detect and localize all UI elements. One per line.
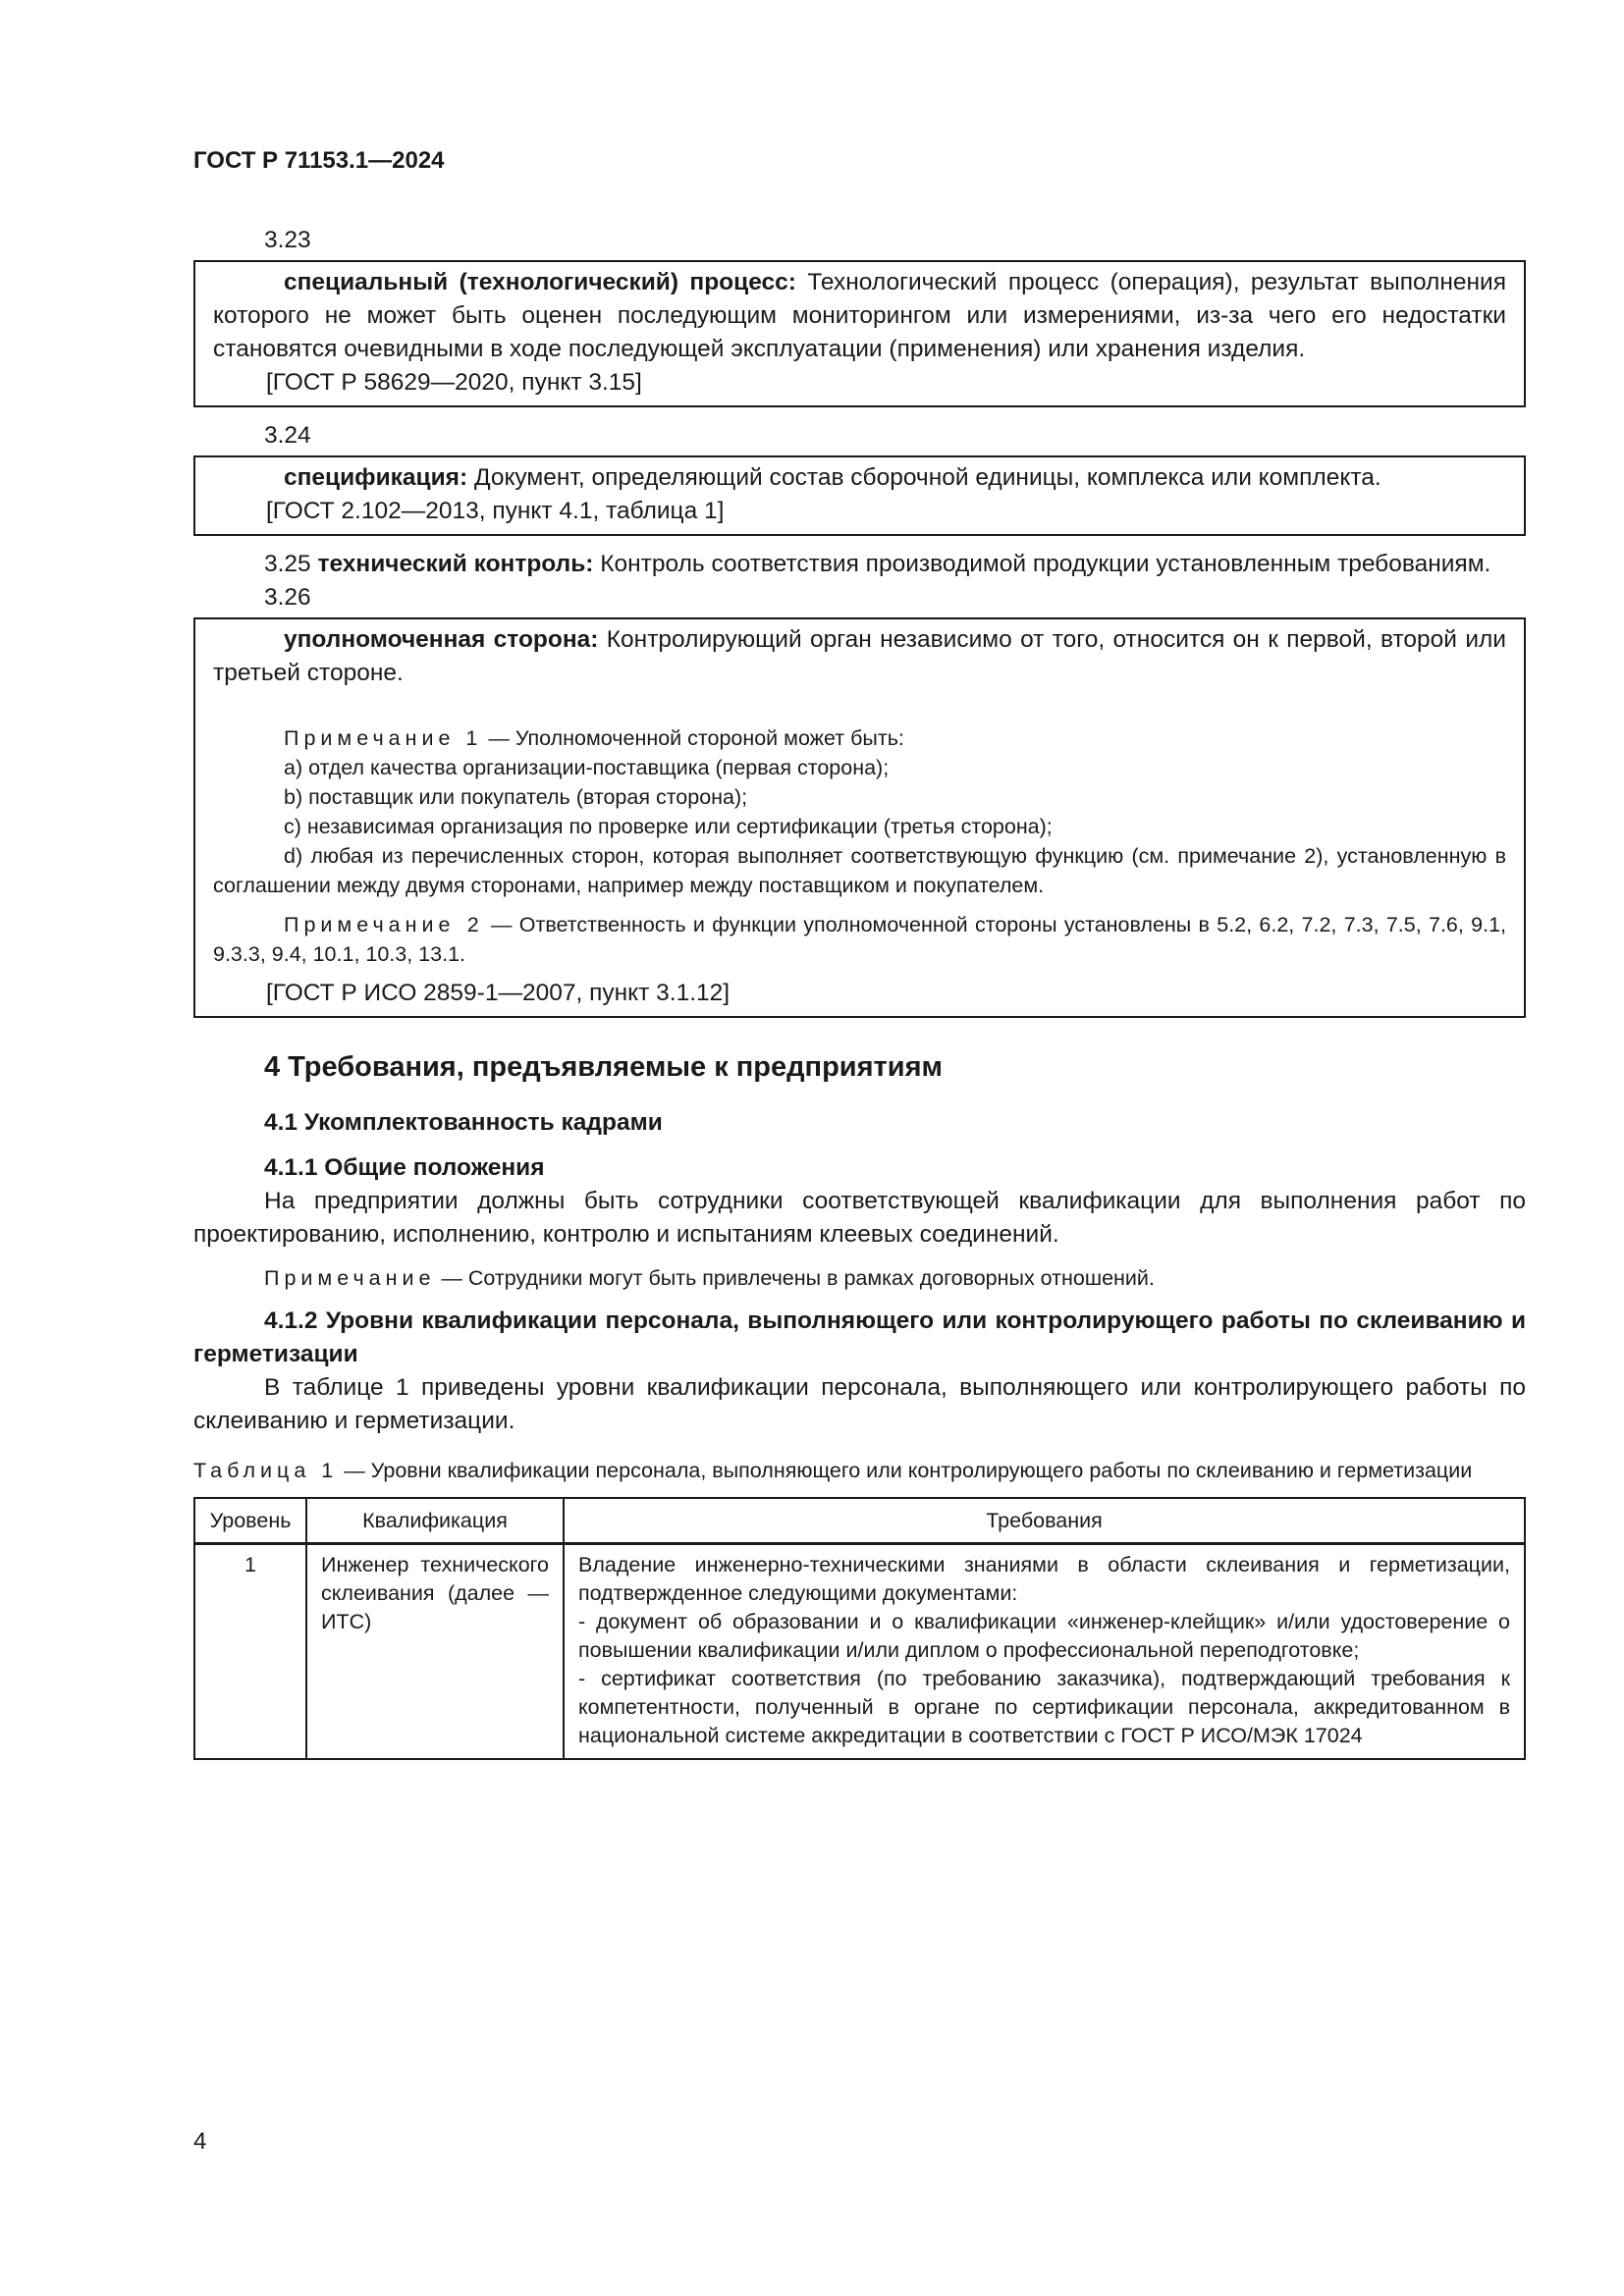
term-number: 3.25 [264, 551, 318, 577]
term-box-3-24 [193, 455, 1526, 536]
page-content [193, 224, 1526, 1760]
paragraph: На предприятии должны быть сотрудники соответствующей квалификации для выполнения работ по проектированию, исполнению, контролю и испытаниям клеевых соединений. [193, 1188, 1526, 1248]
column-header: Требования [564, 1498, 1525, 1544]
requirement-line: - сертификат соответствия (по требованию заказчика), подтверждающий требования к компетентности, полученный в органе по сертификации персонала, аккредитованном в национальной системе аккредитации в соответствии с ГОСТ Р ИСО/МЭК 17024 [578, 1667, 1510, 1747]
table-cell-level: 1 [194, 1544, 306, 1760]
note-text: — Ответственность и функции уполномоченной стороны установлены в 5.2, 6.2, 7.2, 7.3, 7.5, 7.6, 9.1, 9.3.3, 9.4, 10.1, 10.3, 13.1. [213, 913, 1506, 966]
table-caption-text: — Уровни квалификации персонала, выполняющего или контролирующего работы по склеиванию и герметизации [338, 1459, 1473, 1482]
document-id: ГОСТ Р 71153.1—2024 [193, 147, 445, 174]
subsection-title: 4.1.1 Общие положения [264, 1154, 545, 1181]
note-text: — Сотрудники могут быть привлечены в рамках договорных отношений. [435, 1266, 1155, 1290]
table-caption [193, 1456, 1526, 1485]
term-number: 3.26 [264, 584, 311, 611]
table-row [194, 1544, 1525, 1760]
note-label: Примечание 1 [284, 726, 483, 750]
term-definition [213, 461, 1506, 495]
term-definition [213, 266, 1506, 366]
term-name: специальный (технологический) процесс: [284, 269, 796, 295]
note-item: d) любая из перечисленных сторон, которая выполняет соответствующую функцию (см. примечание 2), установленную в соглашении между двумя сторонами, например между поставщиком и покупателем. [213, 844, 1506, 897]
table-caption-label: Таблица 1 [193, 1459, 339, 1482]
term-3-25 [193, 548, 1526, 581]
term-number: 3.24 [264, 422, 311, 449]
paragraph: В таблице 1 приведены уровни квалификации персонала, выполняющего или контролирующего работы по склеиванию и герметизации. [193, 1374, 1526, 1434]
note-text: — Уполномоченной стороной может быть: [482, 726, 904, 750]
term-name: технический контроль: [317, 551, 594, 577]
subsection-title: 4.1.2 Уровни квалификации персонала, выполняющего или контролирующего работы по склеиванию и герметизации [193, 1308, 1526, 1367]
note-item: a) отдел качества организации-поставщика (первая сторона); [284, 756, 890, 779]
table-cell-requirements [564, 1544, 1525, 1760]
note-2 [213, 910, 1506, 969]
term-box-3-26 [193, 617, 1526, 1018]
column-header: Квалификация [306, 1498, 564, 1544]
term-source: [ГОСТ Р 58629—2020, пункт 3.15] [266, 369, 642, 396]
page-number: 4 [193, 2128, 207, 2155]
table-cell-qualification: Инженер технического склеивания (далее — ИТС) [306, 1544, 564, 1760]
term-number: 3.23 [264, 227, 311, 253]
term-source: [ГОСТ Р ИСО 2859-1—2007, пункт 3.1.12] [266, 980, 731, 1006]
term-definition [213, 623, 1506, 690]
requirement-line: - документ об образовании и о квалификации «инженер-клейщик» и/или удостоверение о повышении квалификации и/или диплом о профессиональной переподготовке; [578, 1610, 1510, 1662]
term-text: Контроль соответствия производимой продукции установленным требованиям. [593, 551, 1491, 577]
term-source: [ГОСТ 2.102—2013, пункт 4.1, таблица 1] [266, 498, 725, 524]
note-label: Примечание 2 [284, 913, 484, 936]
note-item: b) поставщик или покупатель (вторая сторона); [284, 785, 748, 809]
note-item: c) независимая организация по проверке или сертификации (третья сторона); [284, 815, 1053, 838]
subsection-title: 4.1 Укомплектованность кадрами [264, 1109, 663, 1136]
term-text: Контролирующий орган независимо от того, относится он к первой, второй или третьей стороне. [213, 626, 1506, 686]
column-header: Уровень [194, 1498, 306, 1544]
requirement-line: Владение инженерно-техническими знаниями в области склеивания и герметизации, подтвержденное следующими документами: [578, 1553, 1510, 1605]
section-title: 4 Требования, предъявляемые к предприятиям [264, 1051, 943, 1083]
term-name: уполномоченная сторона: [284, 626, 599, 653]
qualification-table [193, 1497, 1526, 1760]
term-name: спецификация: [284, 464, 468, 491]
term-text: Технологический процесс (операция), результат выполнения которого не может быть оценен последующим мониторингом или измерениями, из-за чего его недостатки становятся очевидными в ходе последующей эксплуатации (применения) или хранения изделия. [213, 269, 1506, 362]
term-box-3-23 [193, 260, 1526, 407]
note [193, 1263, 1526, 1293]
note-label: Примечание [264, 1266, 436, 1290]
note-1 [213, 723, 1506, 900]
table-header-row [194, 1498, 1525, 1544]
term-text: Документ, определяющий состав сборочной единицы, комплекса или комплекта. [467, 464, 1381, 491]
